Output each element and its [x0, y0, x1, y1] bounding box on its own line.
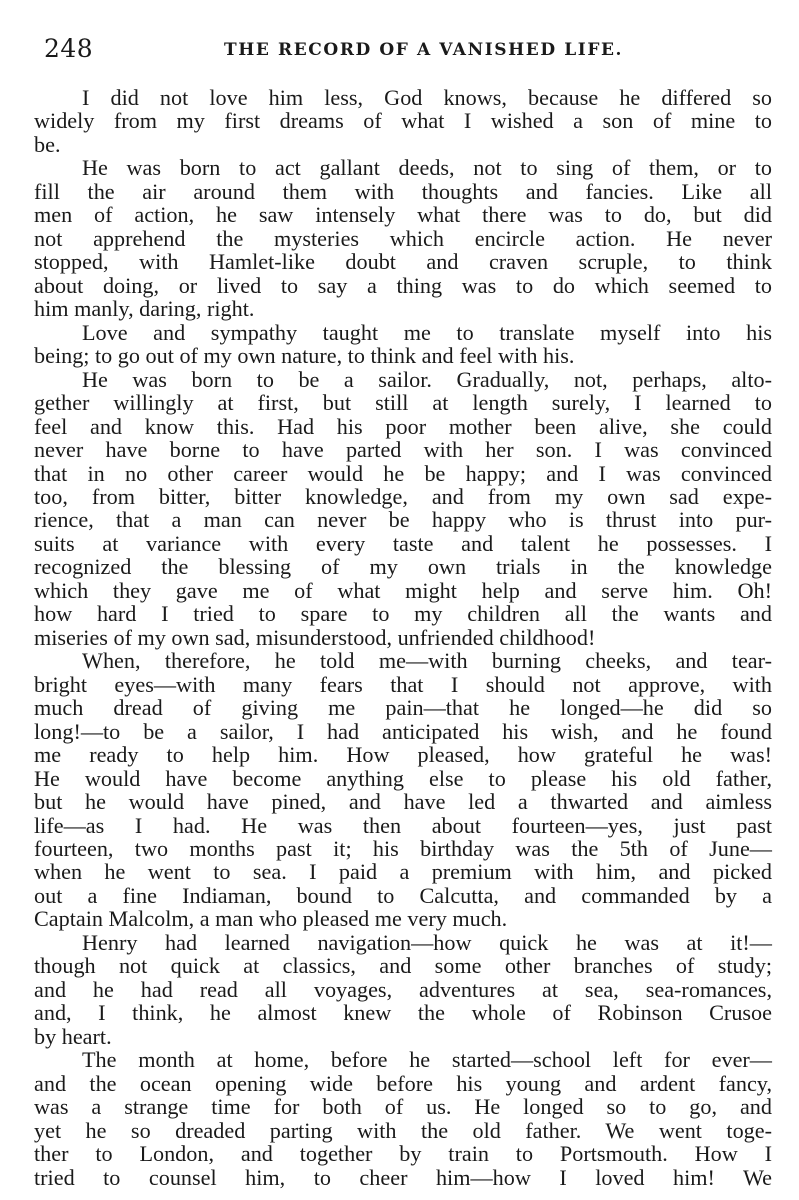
text-line: ther to London, and together by train to Portsmouth. How I [34, 1141, 772, 1167]
text-line: He was born to be a sailor. Gradually, not, perhaps, alto- [82, 366, 772, 392]
text-line: rience, that a man can never be happy who is thrust into pur- [34, 507, 772, 533]
text-line: I did not love him less, God knows, because he differed so [82, 85, 772, 110]
text-line: bright eyes—with many fears that I should not approve, with [34, 671, 772, 697]
text-line: and the ocean opening wide before his young and ardent fancy, [34, 1070, 772, 1096]
text-line: too, from bitter, bitter knowledge, and from my own sad expe- [34, 483, 772, 509]
text-line: The month at home, before he started—school left for ever— [82, 1047, 772, 1073]
text-line: feel and know this. Had his poor mother been alive, she could [34, 413, 772, 439]
page-header [44, 34, 769, 68]
text-line: He would have become anything else to please his old father, [34, 765, 772, 791]
text-line: out a fine Indiaman, bound to Calcutta, and commanded by a [34, 882, 772, 908]
text-line: He was born to act gallant deeds, not to sing of them, or to [82, 155, 772, 181]
text-line: how hard I tried to spare to my children all the wants and [34, 601, 772, 627]
text-line: and he had read all voyages, adventures at sea, sea-romances, [34, 976, 772, 1002]
text-line: Love and sympathy taught me to translate myself into his [82, 319, 772, 345]
text-line: be. [34, 131, 61, 157]
text-line: not apprehend the mysteries which encircle action. He never [34, 225, 772, 251]
page-number: 248 [44, 34, 94, 63]
text-line: much dread of giving me pain—that he longed—he did so [34, 695, 772, 721]
text-line: fourteen, two months past it; his birthday was the 5th of June— [34, 836, 772, 861]
text-line: miseries of my own sad, misunderstood, unfriended childhood! [34, 624, 596, 650]
text-line: tried to counsel him, to cheer him—how I loved him! We [34, 1164, 772, 1190]
text-line: though not quick at classics, and some other branches of study; [34, 953, 772, 979]
text-line: never have borne to have parted with her son. I was convinced [34, 437, 772, 463]
text-line: When, therefore, he told me—with burning cheeks, and tear- [82, 648, 772, 674]
text-line: life—as I had. He was then about fourteen—yes, just past [34, 812, 772, 838]
text-line: him manly, daring, right. [34, 296, 255, 322]
text-line: fill the air around them with thoughts and fancies. Like all [34, 178, 772, 204]
text-line: widely from my first dreams of what I wished a son of mine to [34, 108, 772, 134]
text-line: recognized the blessing of my own trials in the knowledge [34, 554, 772, 580]
text-line: that in no other career would he be happy; and I was convinced [34, 460, 772, 486]
text-line: suits at variance with every taste and talent he possesses. I [34, 530, 772, 556]
text-line: by heart. [34, 1023, 112, 1049]
running-title: THE RECORD OF A VANISHED LIFE. [224, 40, 624, 60]
text-line: long!—to be a sailor, I had anticipated his wish, and he found [34, 718, 772, 744]
text-line: Henry had learned navigation—how quick he was at it!— [82, 929, 772, 955]
text-line: being; to go out of my own nature, to think and feel with his. [34, 343, 575, 369]
text-line: stopped, with Hamlet-like doubt and craven scruple, to think [34, 249, 772, 275]
text-line: me ready to help him. How pleased, how grateful he was! [34, 742, 772, 768]
text-line: Captain Malcolm, a man who pleased me very much. [34, 906, 508, 932]
text-line: when he went to sea. I paid a premium with him, and picked [34, 859, 772, 885]
text-line: men of action, he saw intensely what there was to do, but did [34, 202, 772, 228]
text-line: yet he so dreaded parting with the old father. We went toge- [34, 1117, 772, 1143]
body-text [34, 86, 772, 1189]
text-line: was a strange time for both of us. He longed so to go, and [34, 1094, 772, 1120]
text-line: and, I think, he almost knew the whole of Robinson Crusoe [34, 1000, 772, 1026]
text-line: gether willingly at first, but still at length surely, I learned to [34, 390, 772, 416]
text-line: but he would have pined, and have led a thwarted and aimless [34, 789, 772, 815]
text-line: about doing, or lived to say a thing was to do which seemed to [34, 272, 772, 298]
text-line: which they gave me of what might help and serve him. Oh! [34, 577, 772, 603]
